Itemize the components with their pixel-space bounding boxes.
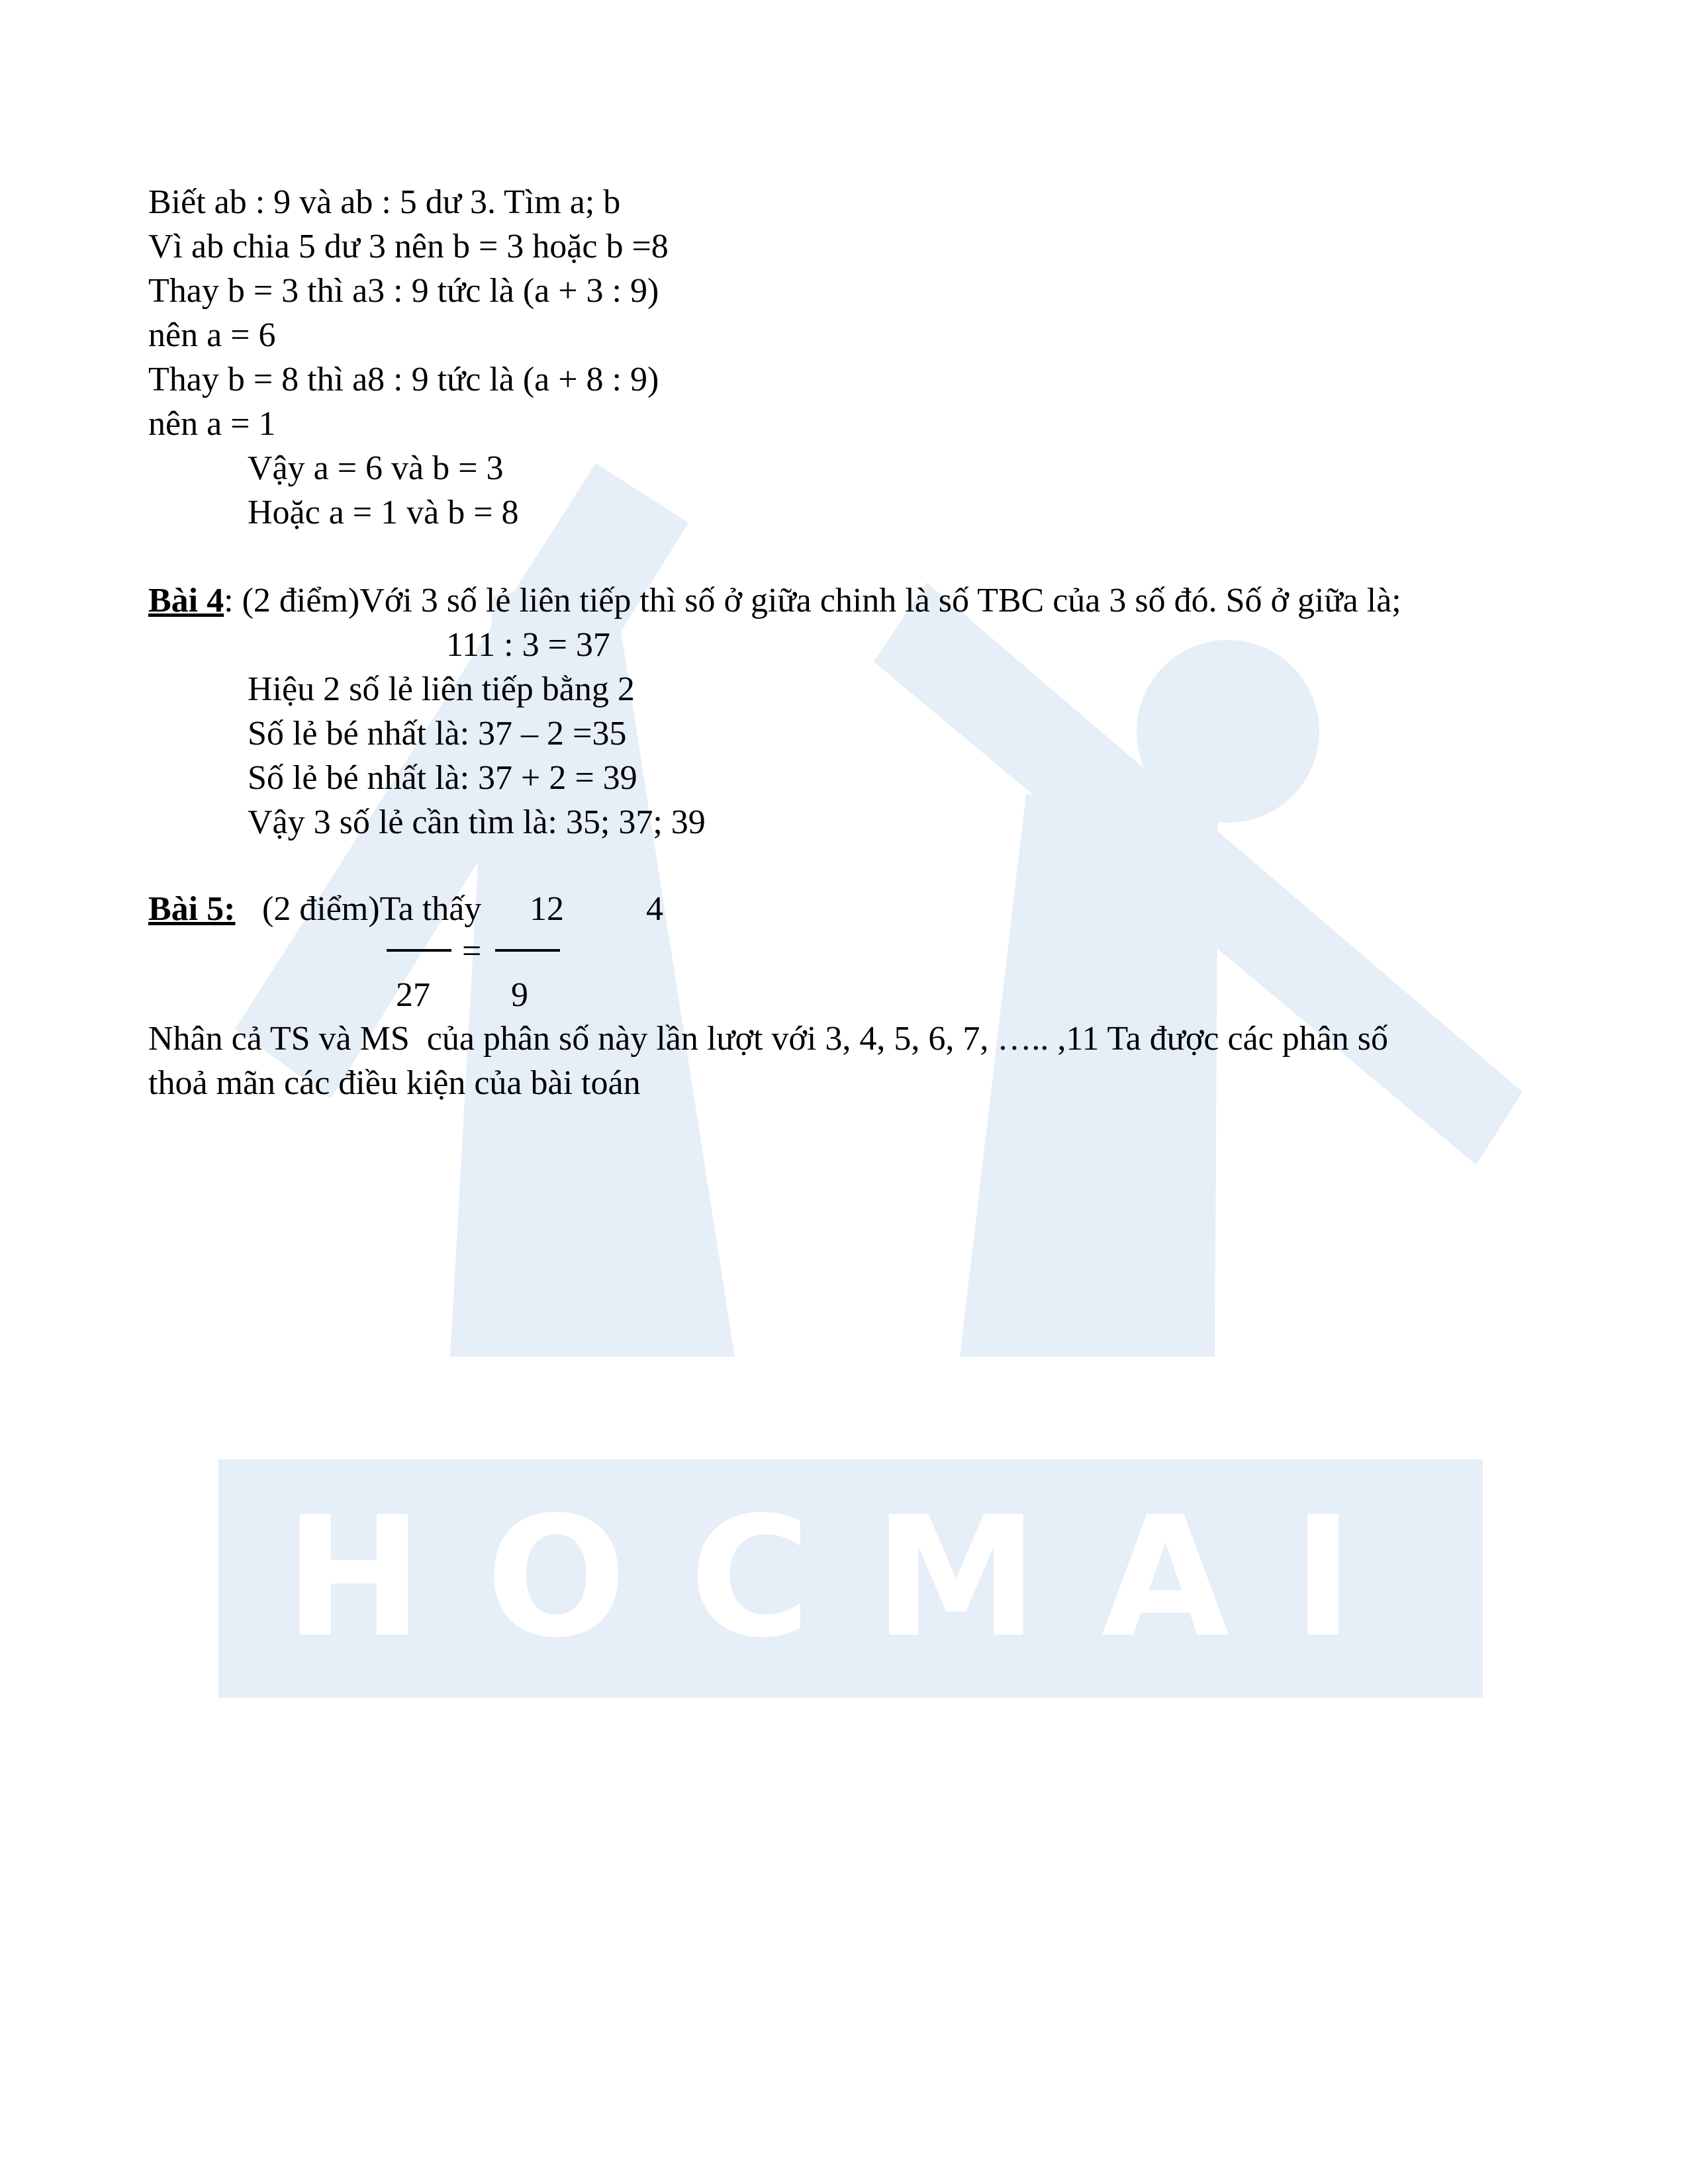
- bai5-text-line-1: Nhân cả TS và MS của phân số này lần lượt với 3, 4, 5, 6, 7, ….. ,11 Ta được các phân số: [148, 1020, 1389, 1058]
- bai4-heading: Bài 4: [148, 582, 224, 619]
- fraction2-numerator: 4: [646, 890, 663, 928]
- part3-line-4: nên a = 6: [148, 316, 276, 354]
- part3-conclusion-1: Vậy a = 6 và b = 3: [248, 449, 504, 487]
- fraction1-denominator: 27: [396, 976, 430, 1014]
- bai4-line-4: Vậy 3 số lẻ cần tìm là: 35; 37; 39: [248, 803, 706, 841]
- part3-line-6: nên a = 1: [148, 405, 276, 443]
- fraction2-bar: [495, 949, 560, 952]
- watermark-brand-text: HOCMAI: [284, 1481, 1417, 1674]
- fraction2-denominator: 9: [511, 976, 528, 1014]
- bai4-line-2: Số lẻ bé nhất là: 37 – 2 =35: [248, 715, 627, 752]
- bai4-intro-line: [148, 578, 1401, 623]
- bai4-line-3: Số lẻ bé nhất là: 37 + 2 = 39: [248, 759, 637, 797]
- bai5-text-line-2: thoả mãn các điều kiện của bài toán: [148, 1064, 641, 1102]
- fraction1-numerator: 12: [530, 890, 564, 928]
- bai4-line-1: Hiệu 2 số lẻ liên tiếp bằng 2: [248, 670, 635, 708]
- part3-conclusion-2: Hoặc a = 1 và b = 8: [248, 494, 519, 531]
- part3-line-3: Thay b = 3 thì a3 : 9 tức là (a + 3 : 9): [148, 272, 659, 310]
- part3-line-5: Thay b = 8 thì a8 : 9 tức là (a + 8 : 9): [148, 361, 659, 398]
- bai4-intro-text: : (2 điểm)Với 3 số lẻ liên tiếp thì số ở giữa chinh là số TBC của 3 số đó. Số ở giữa là;: [224, 582, 1401, 619]
- bai5-intro-text: (2 điểm)Ta thấy: [262, 890, 482, 928]
- equals-sign: =: [462, 933, 482, 970]
- bai4-calc: 111 : 3 = 37: [446, 626, 610, 664]
- bai5-heading: Bài 5:: [148, 890, 236, 928]
- part3-line-1: Biết ab : 9 và ab : 5 dư 3. Tìm a; b: [148, 183, 621, 221]
- part3-line-2: Vì ab chia 5 dư 3 nên b = 3 hoặc b =8: [148, 228, 669, 265]
- fraction1-bar: [387, 949, 451, 952]
